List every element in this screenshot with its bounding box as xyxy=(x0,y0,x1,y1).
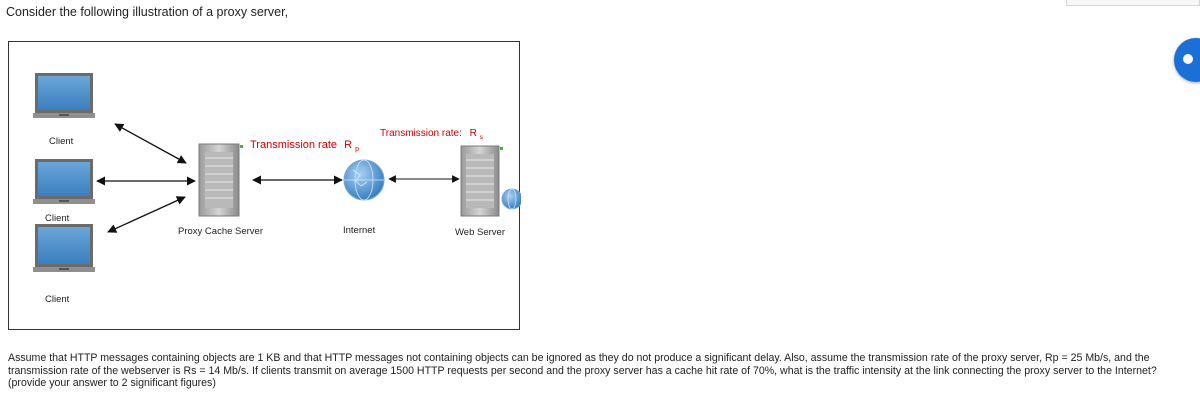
web-server-icon xyxy=(461,146,521,216)
chat-help-button[interactable] xyxy=(1174,38,1200,82)
rate-p-label: Transmission rate R $_p$ xyxy=(250,139,359,153)
laptop-icon-3 xyxy=(33,224,95,272)
client-label-1: Client xyxy=(49,136,74,147)
internet-globe-icon xyxy=(344,160,384,200)
client-label-2: Client xyxy=(45,213,70,224)
laptop-icon-2 xyxy=(33,159,95,204)
client1-proxy-arrow xyxy=(115,124,186,163)
top-right-bar xyxy=(1066,0,1200,6)
intro-text: Consider the following illustration of a proxy server, xyxy=(6,5,289,19)
laptop-icon-1 xyxy=(33,73,95,118)
chat-icon xyxy=(1183,54,1193,64)
rate-s-label: Transmission rate: R $_s$ xyxy=(380,128,483,141)
internet-label: Internet xyxy=(343,225,376,236)
proxy-server-icon xyxy=(199,144,243,216)
proxy-diagram-svg xyxy=(9,42,521,331)
proxy-server-label: Proxy Cache Server xyxy=(178,226,264,237)
client3-proxy-arrow xyxy=(108,197,185,232)
proxy-diagram xyxy=(8,41,520,330)
client-label-3: Client xyxy=(45,294,70,305)
web-server-label: Web Server xyxy=(455,227,505,238)
question-text: Assume that HTTP messages containing objects are 1 KB and that HTTP messages not containing objects can be ignored as they do not produce a significant delay. Also, assume the transmission rate of the proxy server, Rp = 25 Mb/s, and the transmission rate of the webserver is Rs = 14 Mb/s. If clients transmit on average 1500 HTTP requests per second and the proxy server has a cache hit rate of 70%, what is the traffic intensity at the link connecting the proxy server to the Internet? (provide your answer to 2 significant figures) xyxy=(8,352,1157,390)
